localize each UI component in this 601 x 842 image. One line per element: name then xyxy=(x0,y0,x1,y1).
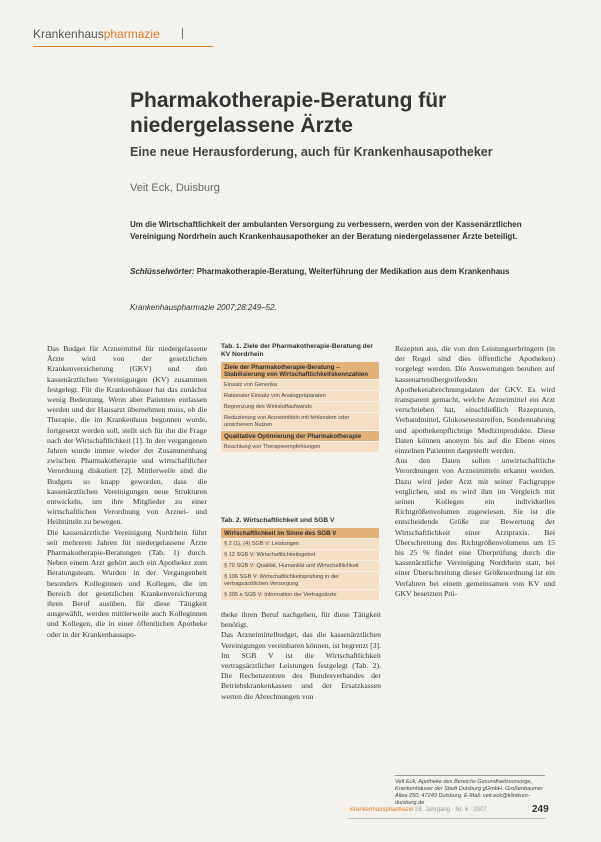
running-head-main: Krankenhaus xyxy=(33,27,104,41)
page-footer xyxy=(350,807,487,813)
running-head-accent: pharmazie xyxy=(103,27,160,41)
column-1 xyxy=(47,344,207,640)
table-2-row: § 2 (1), (4) SGB V: Leistungen xyxy=(221,539,379,550)
article-subtitle: Eine neue Herausforderung, auch für Krankenhausapotheker xyxy=(130,145,493,159)
paragraph: theke ihren Beruf nachgehen, für diese Tätigkeit benötigt. xyxy=(221,610,381,630)
running-head-divider xyxy=(182,28,183,39)
table-1 xyxy=(221,343,379,453)
footer-rule xyxy=(348,818,546,819)
footer-journal: Krankenhauspharmazie xyxy=(350,807,414,813)
footer-issue: 28. Jahrgang · Nr. 6 · 2007 xyxy=(415,807,487,813)
table-1-row: Begrenzung des Wirkstoffaufwands xyxy=(221,402,379,413)
table-1-row: Reduzierung von Arzneimitteln mit fehlendem oder unsicherem Nutzen xyxy=(221,413,379,431)
keywords-label: Schlüsselwörter: xyxy=(130,267,195,276)
table-1-section-heading: Qualitative Optimierung der Pharmakotherapie xyxy=(221,431,379,442)
table-2-row: § 70 SGB V: Qualität, Humanität und Wirtschaftlichkeit xyxy=(221,561,379,572)
running-head xyxy=(33,27,183,41)
table-2-row: § 106 SGB V: Wirtschaftlichkeitsprüfung in der vertragsärztlichen Versorgung xyxy=(221,572,379,590)
table-1-row: Rationaler Einsatz von Analogpräparaten xyxy=(221,391,379,402)
table-1-section-heading: Ziele der Pharmakotherapie-Beratung – Stabilisierung von Wirtschaftlichkeitskennzahlen xyxy=(221,362,379,380)
article-title: Pharmakotherapie-Beratung für niedergelassene Ärzte xyxy=(130,89,447,137)
table-1-caption: Tab. 1. Ziele der Pharmakotherapie-Beratung der KV Nordrhein xyxy=(221,343,373,358)
keywords-text: Pharmakotherapie-Beratung, Weiterführung der Medikation aus dem Krankenhaus xyxy=(196,267,510,276)
header-rule xyxy=(33,46,213,47)
paragraph: Aus den Daten sollen unwirtschaftliche Verordnungen von Arzneimitteln erkannt werden. Dazu wird jeder Arzt mit seiner Fachgruppe verglichen, und es wird ihm im Vergleich mit seinen Kollegen ein individuelles Richtgrößenvolumen zugewiesen. Sie ist die entscheidende Größe zur Bewertung der Wirtschaftlichkeit einer Arztpraxis. Bei Überschreitung des Richtgrößenvolumens um 15 bis 25 % findet eine Überprüfung durch die kassenärztliche Vereinigung Nordrhein statt, bei einer Überschreitung dieser Größenordnung ist ein Verfahren bei einem gemeinsamen von KV und GKV besetzten Prü- xyxy=(395,456,555,598)
keywords xyxy=(130,266,560,278)
table-2 xyxy=(221,517,379,601)
table-1-row: Beachtung von Therapieempfehlungen xyxy=(221,442,379,453)
table-2-row: § 305 a SGB V: Information der Vertragsärzte xyxy=(221,590,379,601)
table-2-section-heading: Wirtschaftlichkeit im Sinne des SGB V xyxy=(221,528,379,539)
table-1-row: Einsatz von Generika xyxy=(221,380,379,391)
table-2-row: § 12 SGB V: Wirtschaftlichkeitsgebot xyxy=(221,550,379,561)
column-2 xyxy=(221,610,381,702)
paragraph: Die kassenärztliche Vereinigung Nordrhein führt seit mehreren Jahren für niedergelassene Ärzte Pharmakotherapie-Beratungen (Tab. 1) durch. Neben einem Arzt gehört auch ein Apotheker zum Beratungsteam. Wurden in der Vergangenheit besonders Kolleginnen und Kollegen, die im Bereich der gesetzlichen Krankenversicherung ihren Beruf ausüben, für diese Tätigkeit ausgewählt, werden mittlerweile auch Kolleginnen und Kollegen, die in einer öffentlichen Apotheke oder in der Krankenhausapo- xyxy=(47,527,207,639)
paragraph: Das Budget für Arzneimittel für niedergelassene Ärzte wird von der gesetzlichen Krankenversicherung (GKV) und den kassenärztlichen Vereinigungen (KV) zusammen festgelegt. Für die Krankenhäuser hat das zunächst wenig Bedeutung. Wenn aber Patienten entlassen werden und der Hausarzt übernehmen muss, ob die Therapie, die im Krankenhaus begonnen wurde, fortgesetzt werden soll, stellt sich für ihn die Frage nach der Wirtschaftlichkeit [1]. In den vergangenen Jahren wurde immer wieder der Zusammenhang zwischen Pharmakotherapie und wirtschaftlicher Verordnung diskutiert [2]. Mittlerweile sind die Budgets so knapp geworden, dass die kassenärztlichen Vereinigungen neue Strukturen entwickeln, um ihre Mitglieder zu einer wirtschaftlichen Verordnung von Arznei- und Heilmitteln zu bewegen. xyxy=(47,344,207,527)
table-2-caption: Tab. 2. Wirtschaftlichkeit und SGB V xyxy=(221,517,335,524)
paragraph: Rezepten aus, die von den Leistungserbringern (in der Regel sind dies öffentliche Apotheken) vorgelegt werden. Die Auswertungen beruhen auf kassenartenübergreifenden Apothekenabrechnungsdaten der GKV. Es wird transparent gemacht, welche Arzneimittel ein Arzt verschrieben hat, einschließlich Rezepturen, Verbandmittel, Glukoseteststreifen, Sondennahrung und apothekenpflichtige Medizinprodukte. Diese Daten können anonym bis auf die Ebene eines einzelnen Patienten dargestellt werden. xyxy=(395,344,555,456)
paragraph: Das Arzneimittelbudget, das die kassenärztlichen Vereinigungen vereinbaren können, ist begrenzt [3]. Im SGB V ist die Wirtschaftlichkeit vertragsärztlicher Leistungen festgelegt (Tab. 2). Die Rechenzentren des Bundesverbandes der Betriebskrankenkassen und der Ersatzkassen werten die Abrechnungen von xyxy=(221,630,381,701)
abstract: Um die Wirtschaftlichkeit der ambulanten Versorgung zu verbessern, werden von der Kassenärztlichen Vereinigung Nordrhein auch Krankenhausapotheker an der Beratung niedergelassener Ärzte beteiligt. xyxy=(130,220,522,241)
citation: Krankenhauspharmazie 2007;28:249–52. xyxy=(130,303,277,312)
article-author: Veit Eck, Duisburg xyxy=(130,182,220,194)
column-3 xyxy=(395,344,555,599)
page-number: 249 xyxy=(532,804,549,815)
author-affiliation: Veit Eck, Apotheke des Bereichs Gesundheitsvorsorge, Krankenhäuser der Stadt Duisburg gGmbH, Großenbaumer Allee 250, 47249 Duisburg, E-Mail: veit.eck@klinikum-duisburg.de xyxy=(395,775,545,807)
